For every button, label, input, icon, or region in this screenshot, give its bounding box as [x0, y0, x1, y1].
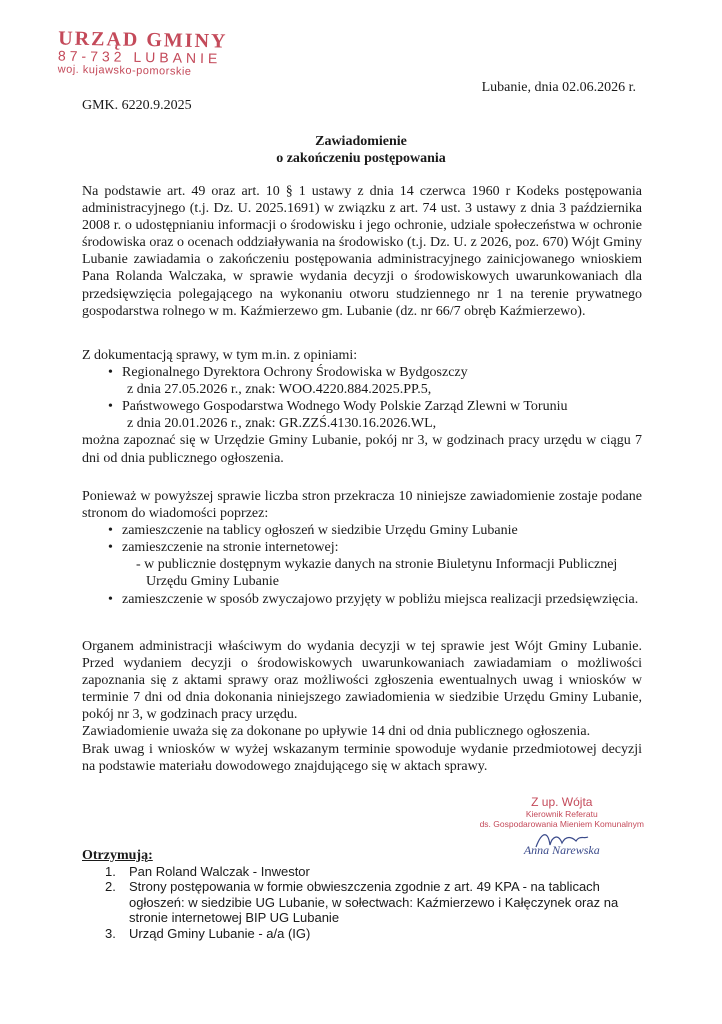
documentation-intro: Z dokumentacją sprawy, w tym m.in. z opiniami:	[82, 348, 358, 363]
list-item	[82, 879, 642, 926]
stamp-line-3: woj. kujawsko-pomorskie	[57, 63, 192, 78]
title-line-1: Zawiadomienie	[315, 134, 407, 149]
list-item	[82, 864, 642, 880]
consequence-text: Brak uwag i wniosków w wyżej wskazanym terminie spowoduje wydanie przedmiotowej decyzji na podstawie materiału dowodowego znajdującego się w aktach sprawy.	[82, 741, 642, 774]
recipients-heading: Otrzymują:	[82, 848, 153, 863]
methods-intro: Ponieważ w powyższej sprawie liczba stron przekracza 10 niniejsze zawiadomienie zostaje podane stronom do wiadomości poprzez:	[82, 489, 642, 522]
opinion-name: • Państwowego Gospodarstwa Wodnego Wody Polskie Zarząd Zlewni w Toruniu	[122, 399, 568, 415]
opinion-name: • Regionalnego Dyrektora Ochrony Środowiska w Bydgoszczy	[122, 365, 468, 381]
list-item	[82, 539, 642, 556]
item-number: 1.	[105, 863, 116, 879]
opinion-detail: z dnia 20.01.2026 r., znak: GR.ZZŚ.4130.16.2026.WL,	[127, 416, 437, 432]
reference-number: GMK. 6220.9.2025	[82, 98, 192, 113]
item-text: Urząd Gminy Lubanie - a/a (IG)	[129, 925, 311, 941]
handwritten-signature	[480, 829, 644, 843]
method-item-text: • zamieszczenie na stronie internetowej:	[122, 540, 339, 556]
authority-text: Organem administracji właściwym do wydania decyzji w tej sprawie jest Wójt Gminy Lubanie. Przed wydaniem decyzji o środowiskowych uwarunkowaniach zawiadamiam o możliwości zapoznania się z aktami sprawy oraz możliwości zgłoszenia ewentualnych uwag i wniosków w terminie 7 dni od dnia dokonania niniejszego zawiadomienia w siedzibie Urzędu Gminy Lubanie, pokój nr 3, w godzinach pracy urzędu.	[82, 639, 642, 723]
item-number: 3.	[105, 925, 116, 941]
recipients-section	[82, 848, 642, 941]
stamp-line-1: URZĄD GMINY	[58, 27, 228, 53]
stamp-line-2: 87-732 LUBANIE	[57, 47, 222, 67]
paragraph-authority	[82, 638, 642, 775]
list-item: • zamieszczenie w sposób zwyczajowo przyjęty w pobliżu miejsca realizacji przedsięwzięcia.	[82, 591, 642, 608]
signature-line-1: Z up. Wójta	[531, 795, 593, 809]
opinions-list	[82, 364, 642, 432]
office-stamp	[58, 29, 228, 79]
place-and-date: Lubanie, dnia 02.06.2026 r.	[481, 80, 636, 95]
paragraph-documentation	[82, 347, 642, 467]
recipients-list	[82, 864, 642, 942]
list-item: • zamieszczenie na tablicy ogłoszeń w siedzibie Urzędu Gminy Lubanie	[82, 522, 642, 539]
list-item	[82, 926, 642, 942]
signature-line-3: ds. Gospodarowania Mieniem Komunalnym	[479, 819, 644, 829]
effective-date-text: Zawiadomienie uważa się za dokonane po upływie 14 dni od dnia publicznego ogłoszenia.	[82, 724, 591, 740]
documentation-closing: można zapoznać się w Urzędzie Gminy Lubanie, pokój nr 3, w godzinach pracy urzędu w ciągu 7 dni od dnia publicznego ogłoszenia.	[82, 433, 642, 466]
item-text: Strony postępowania w formie obwieszczenia zgodnie z art. 49 KPA - na tablicach ogłoszeń: w siedzibie UG Lubanie, w sołectwach: Kaźmierzewo i Kałęczynek oraz na stronie internetowej BIP UG Lubanie	[129, 879, 619, 925]
method-sub-item-cont: Urzędu Gminy Lubanie	[146, 574, 279, 590]
signature-line-2: Kierownik Referatu	[525, 809, 598, 819]
document-title	[0, 133, 722, 167]
methods-list-cont	[82, 591, 642, 608]
paragraph-legal-basis: Na podstawie art. 49 oraz art. 10 § 1 ustawy z dnia 14 czerwca 1960 r Kodeks postępowania administracyjnego (t.j. Dz. U. 2025.1691) w związku z art. 74 ust. 3 ustawy z dnia 3 października 2008 r. o udostępnianiu informacji o środowisku i jego ochronie, udziale społeczeństwa w ochronie środowiska oraz o ocenach oddziaływania na środowisko (t.j. Dz. U. z 2026, poz. 670) Wójt Gminy Lubanie zawiadamia o zakończeniu postępowania administracyjnego zainicjowanego wnioskiem Pana Rolanda Walczaka, w sprawie wydania decyzji o środowiskowych uwarunkowaniach dla przedsięwzięcia polegającego na wykonaniu otworu studziennego nr 1 na terenie prywatnego gospodarstwa rolnego w m. Kaźmierzewo gm. Lubanie (dz. nr 66/7 obręb Kaźmierzewo).	[82, 184, 642, 319]
title-line-2: o zakończeniu postępowania	[276, 151, 446, 166]
list-item	[82, 398, 642, 432]
signatory-name: Anna Narewska	[523, 843, 600, 857]
opinion-detail: z dnia 27.05.2026 r., znak: WOO.4220.884.2025.PP.5,	[127, 382, 432, 398]
item-text: Pan Roland Walczak - Inwestor	[129, 863, 310, 879]
item-number: 2.	[105, 879, 116, 894]
paragraph-notification-methods	[82, 488, 642, 608]
list-item	[82, 364, 642, 398]
method-sub-item: - w publicznie dostępnym wykazie danych na stronie Biuletynu Informacji Publicznej	[136, 557, 618, 573]
methods-list	[82, 522, 642, 556]
